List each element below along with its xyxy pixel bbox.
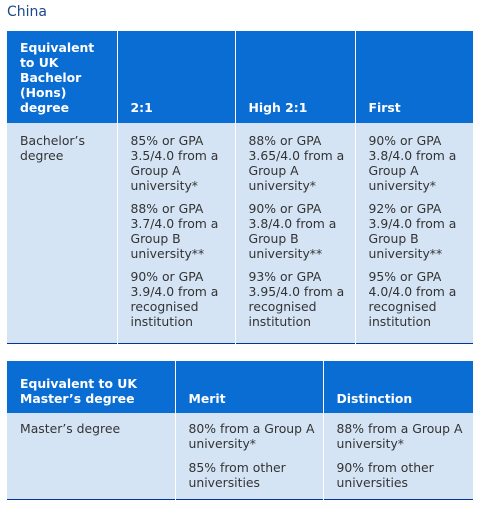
requirement-text: 85% or GPA 3.5/4.0 from a Group A university* — [130, 133, 219, 193]
row-label: Bachelor’s degree — [7, 123, 117, 344]
table-header-row — [7, 31, 473, 123]
row-label: Master’s degree — [7, 413, 175, 500]
requirement-text: 90% or GPA 3.9/4.0 from a recognised institution — [130, 269, 219, 329]
column-header-first: First — [355, 31, 473, 123]
column-header-equivalent: Equivalent to UK Master’s degree — [7, 361, 175, 413]
requirement-text: 88% from a Group A university* — [336, 421, 463, 451]
requirement-text: 80% from a Group A university* — [188, 421, 315, 451]
requirement-text: 85% from other universities — [188, 460, 286, 490]
requirement-text: 95% or GPA 4.0/4.0 from a recognised institution — [368, 269, 457, 329]
bachelor-equivalence-table — [7, 31, 473, 344]
table-row — [7, 413, 473, 500]
column-header-distinction: Distinction — [323, 361, 473, 413]
master-equivalence-table — [7, 361, 473, 500]
requirement-text: 92% or GPA 3.9/4.0 from a Group B university** — [368, 201, 457, 261]
page-title: China — [7, 4, 47, 20]
column-header-2-1: 2:1 — [117, 31, 235, 123]
column-header-equivalent: Equivalent to UK Bachelor (Hons) degree — [7, 31, 117, 123]
requirement-text: 90% from other universities — [336, 460, 434, 490]
requirement-text: 93% or GPA 3.95/4.0 from a recognised institution — [248, 269, 345, 329]
column-header-high-2-1: High 2:1 — [235, 31, 355, 123]
requirement-text: 88% or GPA 3.65/4.0 from a Group A university* — [248, 133, 345, 193]
column-header-merit: Merit — [175, 361, 323, 413]
table-row — [7, 123, 473, 344]
requirement-text: 90% or GPA 3.8/4.0 from a Group A university* — [368, 133, 457, 193]
cell-first — [355, 123, 473, 344]
requirement-text: 90% or GPA 3.8/4.0 from a Group B university** — [248, 201, 337, 261]
cell-high-2-1 — [235, 123, 355, 344]
table-header-row — [7, 361, 473, 413]
requirement-text: 88% or GPA 3.7/4.0 from a Group B university** — [130, 201, 219, 261]
cell-merit — [175, 413, 323, 500]
cell-2-1 — [117, 123, 235, 344]
cell-distinction — [323, 413, 473, 500]
